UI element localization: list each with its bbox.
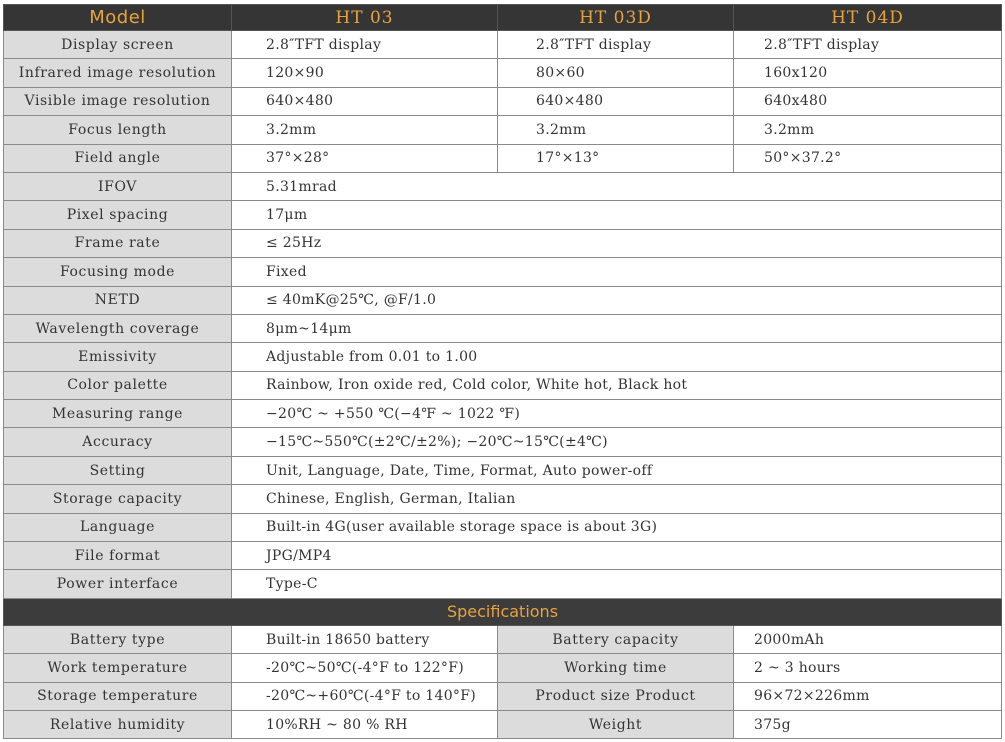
table-row: [4, 710, 1002, 738]
table-row: [4, 428, 1002, 456]
row-label: Wavelength coverage: [4, 314, 232, 342]
row-label: Battery capacity: [498, 625, 734, 653]
row-value: Rainbow, Iron oxide red, Cold color, White hot, Black hot: [232, 371, 1002, 399]
table-row: [4, 542, 1002, 570]
specifications-header-row: [4, 598, 1002, 625]
row-value: −15℃~550℃(±2℃/±2%); −20℃~15℃(±4℃): [232, 428, 1002, 456]
row-value: 5.31mrad: [232, 172, 1002, 200]
row-label: Infrared image resolution: [4, 59, 232, 87]
model-ht03: HT 03: [232, 5, 498, 31]
row-value: 10%RH ~ 80 % RH: [232, 710, 498, 738]
row-value: 160x120: [734, 59, 1002, 87]
row-value: 37°×28°: [232, 144, 498, 172]
row-value: ≤ 40mK@25℃, @F/1.0: [232, 286, 1002, 314]
row-value: 2.8″TFT display: [498, 31, 734, 59]
row-value: 120×90: [232, 59, 498, 87]
row-label: Accuracy: [4, 428, 232, 456]
row-value: JPG/MP4: [232, 542, 1002, 570]
row-value: −20℃ ~ +550 ℃(−4℉ ~ 1022 ℉): [232, 400, 1002, 428]
row-label: Focus length: [4, 116, 232, 144]
model-ht03d: HT 03D: [498, 5, 734, 31]
row-value: Adjustable from 0.01 to 1.00: [232, 343, 1002, 371]
table-row: [4, 31, 1002, 59]
row-value: Fixed: [232, 258, 1002, 286]
row-value: 2000mAh: [734, 625, 1002, 653]
row-label: Emissivity: [4, 343, 232, 371]
row-value: 50°×37.2°: [734, 144, 1002, 172]
row-value: ≤ 25Hz: [232, 229, 1002, 257]
row-label: Working time: [498, 654, 734, 682]
row-value: Unit, Language, Date, Time, Format, Auto power-off: [232, 456, 1002, 484]
row-label: Work temperature: [4, 654, 232, 682]
row-label: Language: [4, 513, 232, 541]
row-label: IFOV: [4, 172, 232, 200]
row-label: Relative humidity: [4, 710, 232, 738]
table-row: [4, 201, 1002, 229]
table-row: [4, 513, 1002, 541]
row-label: Weight: [498, 710, 734, 738]
row-label: Display screen: [4, 31, 232, 59]
row-label: Storage capacity: [4, 485, 232, 513]
row-value: 2 ~ 3 hours: [734, 654, 1002, 682]
row-label: File format: [4, 542, 232, 570]
row-value: 80×60: [498, 59, 734, 87]
row-label: Setting: [4, 456, 232, 484]
row-label: NETD: [4, 286, 232, 314]
table-row: [4, 229, 1002, 257]
row-label: Battery type: [4, 625, 232, 653]
row-label: Storage temperature: [4, 682, 232, 710]
table-row: [4, 625, 1002, 653]
table-row: [4, 59, 1002, 87]
row-label: Product size Product: [498, 682, 734, 710]
row-value: 2.8″TFT display: [232, 31, 498, 59]
table-row: [4, 87, 1002, 115]
row-value: Built-in 4G(user available storage space is about 3G): [232, 513, 1002, 541]
spec-sheet: [3, 4, 1001, 739]
row-label: Field angle: [4, 144, 232, 172]
row-value: 640x480: [734, 87, 1002, 115]
table-row: [4, 286, 1002, 314]
row-value: Chinese, English, German, Italian: [232, 485, 1002, 513]
table-row: [4, 116, 1002, 144]
row-value: Built-in 18650 battery: [232, 625, 498, 653]
row-label: Visible image resolution: [4, 87, 232, 115]
row-value: 3.2mm: [232, 116, 498, 144]
spec-table: [3, 4, 1002, 739]
row-value: 3.2mm: [734, 116, 1002, 144]
row-value: 2.8″TFT display: [734, 31, 1002, 59]
table-row: [4, 144, 1002, 172]
model-label: Model: [4, 5, 232, 31]
row-value: -20℃~50℃(-4°F to 122°F): [232, 654, 498, 682]
row-label: Measuring range: [4, 400, 232, 428]
row-label: Focusing mode: [4, 258, 232, 286]
row-value: 3.2mm: [498, 116, 734, 144]
table-row: [4, 314, 1002, 342]
table-row: [4, 570, 1002, 598]
table-row: [4, 400, 1002, 428]
row-value: -20℃~+60℃(-4°F to 140°F): [232, 682, 498, 710]
model-ht04d: HT 04D: [734, 5, 1002, 31]
row-label: Pixel spacing: [4, 201, 232, 229]
row-value: 17°×13°: [498, 144, 734, 172]
row-label: Frame rate: [4, 229, 232, 257]
row-value: 375g: [734, 710, 1002, 738]
table-row: [4, 371, 1002, 399]
header-row: [4, 5, 1002, 31]
row-value: 8μm~14μm: [232, 314, 1002, 342]
row-label: Power interface: [4, 570, 232, 598]
table-row: [4, 682, 1002, 710]
row-label: Color palette: [4, 371, 232, 399]
row-value: 640×480: [498, 87, 734, 115]
table-row: [4, 258, 1002, 286]
table-row: [4, 654, 1002, 682]
row-value: 640×480: [232, 87, 498, 115]
row-value: Type-C: [232, 570, 1002, 598]
table-row: [4, 172, 1002, 200]
specifications-title: Specifications: [4, 598, 1002, 625]
table-row: [4, 343, 1002, 371]
table-row: [4, 456, 1002, 484]
table-row: [4, 485, 1002, 513]
row-value: 17μm: [232, 201, 1002, 229]
row-value: 96×72×226mm: [734, 682, 1002, 710]
